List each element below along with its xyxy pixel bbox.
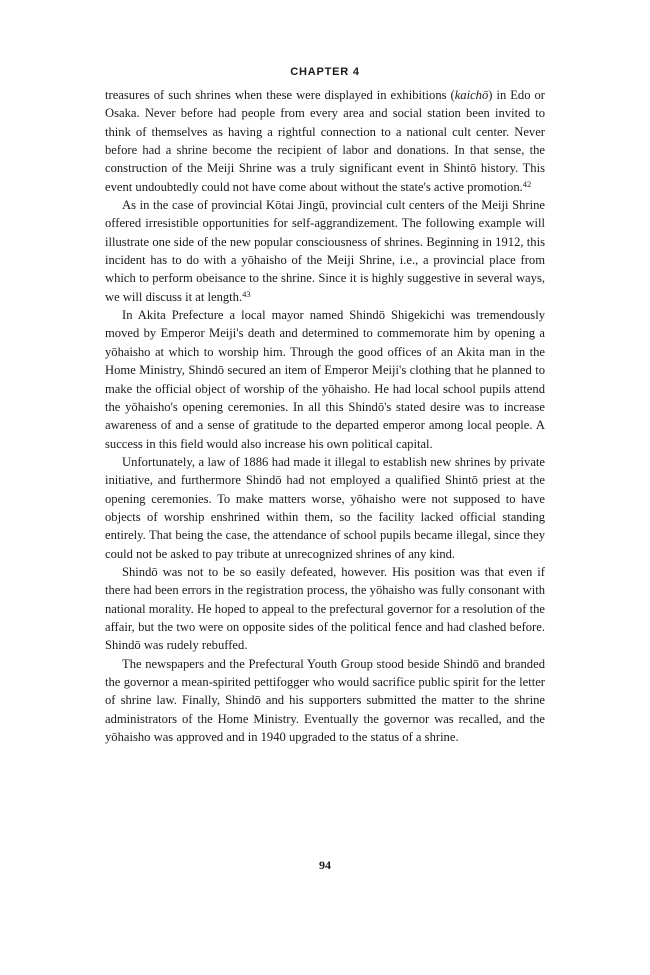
paragraph-2 — [105, 196, 545, 306]
paragraph-1-text-before: treasures of such shrines when these were displayed in exhibitions ( — [105, 88, 455, 102]
body-text — [105, 86, 545, 746]
page-number: 94 — [319, 858, 331, 872]
running-head: CHAPTER 4 — [290, 66, 360, 78]
footnote-ref-42: 42 — [522, 178, 532, 189]
paragraph-1 — [105, 86, 545, 196]
paragraph-1-text-after: ) in Edo or Osaka. Never before had people from every area and social station been invited to think of themselves as having a rightful connection to a national cult center. Never before had a shrine become the recipient of labor and donations. In that sense, the construction of the Meiji Shrine was a truly significant event in Shintō history. This event undoubtedly could not have come about without the state's active promotion. — [105, 88, 545, 194]
paragraph-3: In Akita Prefecture a local mayor named Shindō Shigekichi was tremendously moved by Emperor Meiji's death and determined to commemorate him by opening a yōhaisho at which to worship him. Through the good offices of an Akita man in the Home Ministry, Shindō secured an item of Emperor Meiji's clothing that he planned to make the official object of worship of the yōhaisho. He had local school pupils attend the yōhaisho's opening ceremonies. In all this Shindō's stated desire was to increase awareness of and a sense of gratitude to the departed emperor among local people. A success in this field would also increase his own political capital. — [105, 308, 545, 451]
kaicho-term: kaichō — [454, 88, 489, 102]
footnote-ref-43: 43 — [242, 288, 251, 299]
paragraph-5: Shindō was not to be so easily defeated, however. His position was that even if there had been errors in the registration process, the yōhaisho was fully consonant with national morality. He hoped to appeal to the prefectural governor for a resolution of the affair, but the two were on opposite sides of the political fence and had clashed before. Shindō was rudely rebuffed. — [105, 564, 545, 653]
paragraph-6: The newspapers and the Prefectural Youth Group stood beside Shindō and branded the governor a mean-spirited pettifogger who would sacrifice public spirit for the letter of shrine law. Finally, Shindō and his supporters submitted the matter to the shrine administrators of the Home Ministry. Eventually the governor was recalled, and the yōhaisho was approved and in 1940 upgraded to the status of a shrine. — [105, 656, 545, 745]
paragraph-2-text: As in the case of provincial Kōtai Jingū, provincial cult centers of the Meiji Shrine offered irresistible opportunities for self-aggrandizement. The following example will illustrate one side of the new popular consciousness of shrines. Beginning in 1912, this incident has to do with a yōhaisho of the Meiji Shrine, i.e., a provincial place from which to perform obeisance to the shrine. Since it is highly suggestive in several ways, we will discuss it at length. — [105, 198, 545, 304]
paragraph-4: Unfortunately, a law of 1886 had made it illegal to establish new shrines by private initiative, and furthermore Shindō had not employed a qualified Shintō priest at the opening ceremonies. To make matters worse, yōhaisho were not supposed to have objects of worship enshrined within them, so the facility lacked official standing entirely. That being the case, the attendance of school pupils became illegal, since they could not be asked to pay tribute at unrecognized shrines of any kind. — [105, 454, 545, 561]
